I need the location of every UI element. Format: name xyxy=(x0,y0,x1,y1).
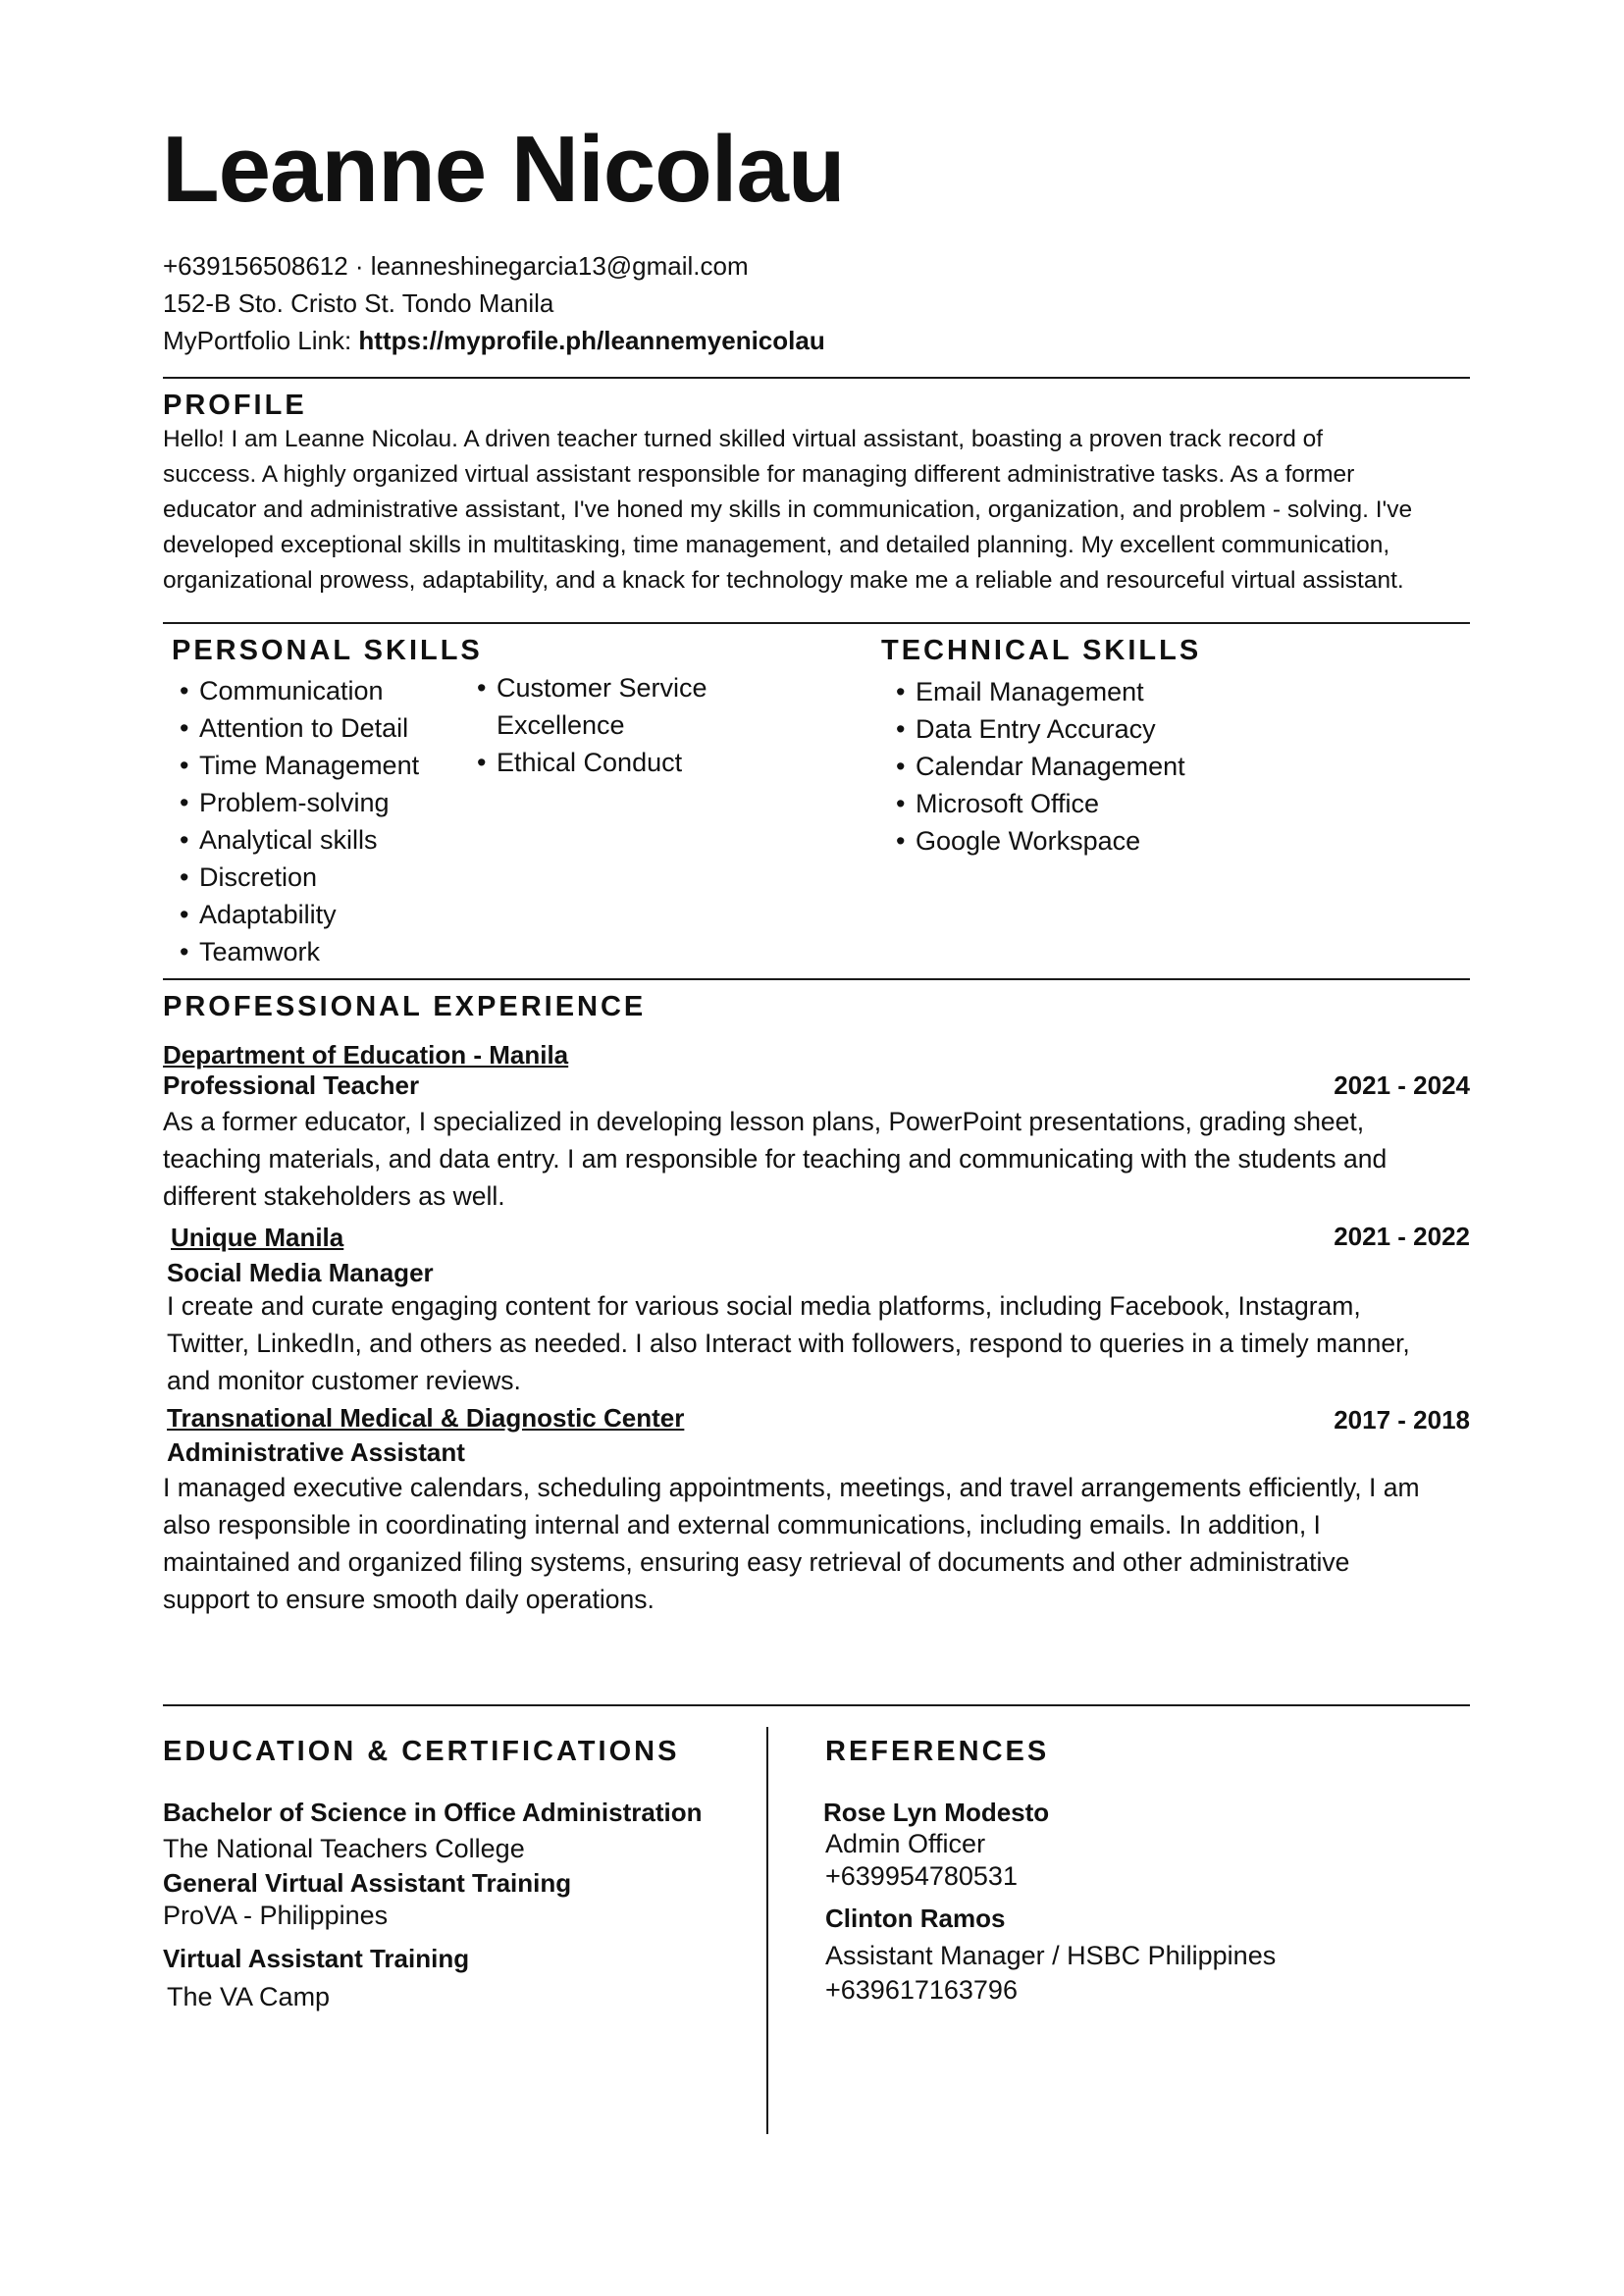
job-description xyxy=(163,1103,1517,1215)
divider xyxy=(163,1704,1470,1706)
list-item: • Problem-solving xyxy=(167,784,419,821)
list-item: • Teamwork xyxy=(167,933,419,970)
description-line: Twitter, LinkedIn, and others as needed. I also Interact with followers, respond to queries in a timely manner, xyxy=(167,1329,1410,1358)
reference-phone: +639617163796 xyxy=(825,1975,1018,2005)
list-item: • Email Management xyxy=(883,673,1185,710)
description-line: I managed executive calendars, scheduling appointments, meetings, and travel arrangements efficiently, I am xyxy=(163,1473,1420,1502)
profile-line: developed exceptional skills in multitasking, time management, and detailed planning. My excellent communication, xyxy=(163,532,1390,558)
reference-name: Rose Lyn Modesto xyxy=(823,1798,1050,1827)
reference-position: Admin Officer xyxy=(825,1829,986,1858)
technical-skills-heading: TECHNICAL SKILLS xyxy=(881,635,1202,666)
profile-summary xyxy=(163,422,1517,599)
job-dates: 2017 - 2018 xyxy=(1334,1405,1470,1435)
portfolio-link[interactable]: https://myprofile.ph/leannemyenicolau xyxy=(358,326,825,355)
education-title: Bachelor of Science in Office Administration xyxy=(163,1798,703,1827)
job-organization: Department of Education - Manila xyxy=(163,1040,569,1070)
list-item: • Customer Service Excellence xyxy=(464,669,707,744)
divider xyxy=(163,377,1470,379)
job-dates: 2021 - 2024 xyxy=(1334,1070,1470,1100)
references-heading: REFERENCES xyxy=(825,1736,1050,1767)
reference-name: Clinton Ramos xyxy=(825,1904,1006,1933)
list-item: • Google Workspace xyxy=(883,822,1185,860)
list-item: • Calendar Management xyxy=(883,748,1185,785)
portfolio-label: MyPortfolio Link: xyxy=(163,326,359,355)
column-divider xyxy=(766,1727,768,2134)
profile-line: organizational prowess, adaptability, and a knack for technology make me a reliable and resourceful virtual assistant. xyxy=(163,567,1404,594)
list-item: • Attention to Detail xyxy=(167,709,419,747)
description-line: different stakeholders as well. xyxy=(163,1181,505,1211)
description-line: I create and curate engaging content for various social media platforms, including Facebook, Instagram, xyxy=(167,1291,1361,1321)
contact-address: 152-B Sto. Cristo St. Tondo Manila xyxy=(163,288,554,318)
education-school: The VA Camp xyxy=(167,1982,331,2011)
personal-skills-list-2 xyxy=(464,669,707,781)
list-item: • Time Management xyxy=(167,747,419,784)
list-item: • Ethical Conduct xyxy=(464,744,707,781)
reference-position: Assistant Manager / HSBC Philippines xyxy=(825,1941,1277,1970)
description-line: support to ensure smooth daily operations. xyxy=(163,1585,655,1614)
description-line: maintained and organized filing systems, ensuring easy retrieval of documents and other administrative xyxy=(163,1547,1350,1577)
divider xyxy=(163,622,1470,624)
education-school: ProVA - Philippines xyxy=(163,1901,389,1930)
personal-skills-list-1 xyxy=(167,672,419,970)
portfolio-line xyxy=(163,322,825,359)
description-line: teaching materials, and data entry. I am responsible for teaching and communicating with the students and xyxy=(163,1144,1388,1174)
list-item: • Discretion xyxy=(167,859,419,896)
job-role: Social Media Manager xyxy=(167,1258,434,1287)
job-role: Professional Teacher xyxy=(163,1070,420,1100)
job-organization: Transnational Medical & Diagnostic Center xyxy=(167,1403,685,1433)
list-item: • Microsoft Office xyxy=(883,785,1185,822)
education-heading: EDUCATION & CERTIFICATIONS xyxy=(163,1736,680,1767)
description-line: also responsible in coordinating internal and external communications, including emails. In addition, I xyxy=(163,1510,1321,1539)
profile-heading: PROFILE xyxy=(163,390,307,421)
divider xyxy=(163,978,1470,980)
list-item: • Analytical skills xyxy=(167,821,419,859)
candidate-name: Leanne Nicolau xyxy=(162,117,845,222)
reference-phone: +639954780531 xyxy=(825,1861,1018,1891)
experience-heading: PROFESSIONAL EXPERIENCE xyxy=(163,991,647,1022)
education-title: Virtual Assistant Training xyxy=(163,1944,470,1973)
job-organization: Unique Manila xyxy=(171,1223,344,1252)
education-school: The National Teachers College xyxy=(163,1834,525,1863)
job-dates: 2021 - 2022 xyxy=(1334,1222,1470,1251)
job-description xyxy=(167,1287,1521,1399)
personal-skills-heading: PERSONAL SKILLS xyxy=(172,635,483,666)
profile-line: success. A highly organized virtual assistant responsible for managing different administrative tasks. As a former xyxy=(163,461,1355,488)
description-line: As a former educator, I specialized in developing lesson plans, PowerPoint presentations, grading sheet, xyxy=(163,1107,1365,1136)
technical-skills-list xyxy=(883,673,1185,860)
description-line: and monitor customer reviews. xyxy=(167,1366,521,1395)
profile-line: educator and administrative assistant, I've honed my skills in communication, organization, and problem - solving. I've xyxy=(163,496,1413,523)
contact-phone-email: +639156508612 · leanneshinegarcia13@gmail.com xyxy=(163,251,749,281)
list-item: • Data Entry Accuracy xyxy=(883,710,1185,748)
job-description xyxy=(163,1469,1517,1618)
education-title: General Virtual Assistant Training xyxy=(163,1868,572,1898)
profile-line: Hello! I am Leanne Nicolau. A driven teacher turned skilled virtual assistant, boasting a proven track record of xyxy=(163,426,1324,452)
job-role: Administrative Assistant xyxy=(167,1437,465,1467)
list-item: • Adaptability xyxy=(167,896,419,933)
list-item: • Communication xyxy=(167,672,419,709)
